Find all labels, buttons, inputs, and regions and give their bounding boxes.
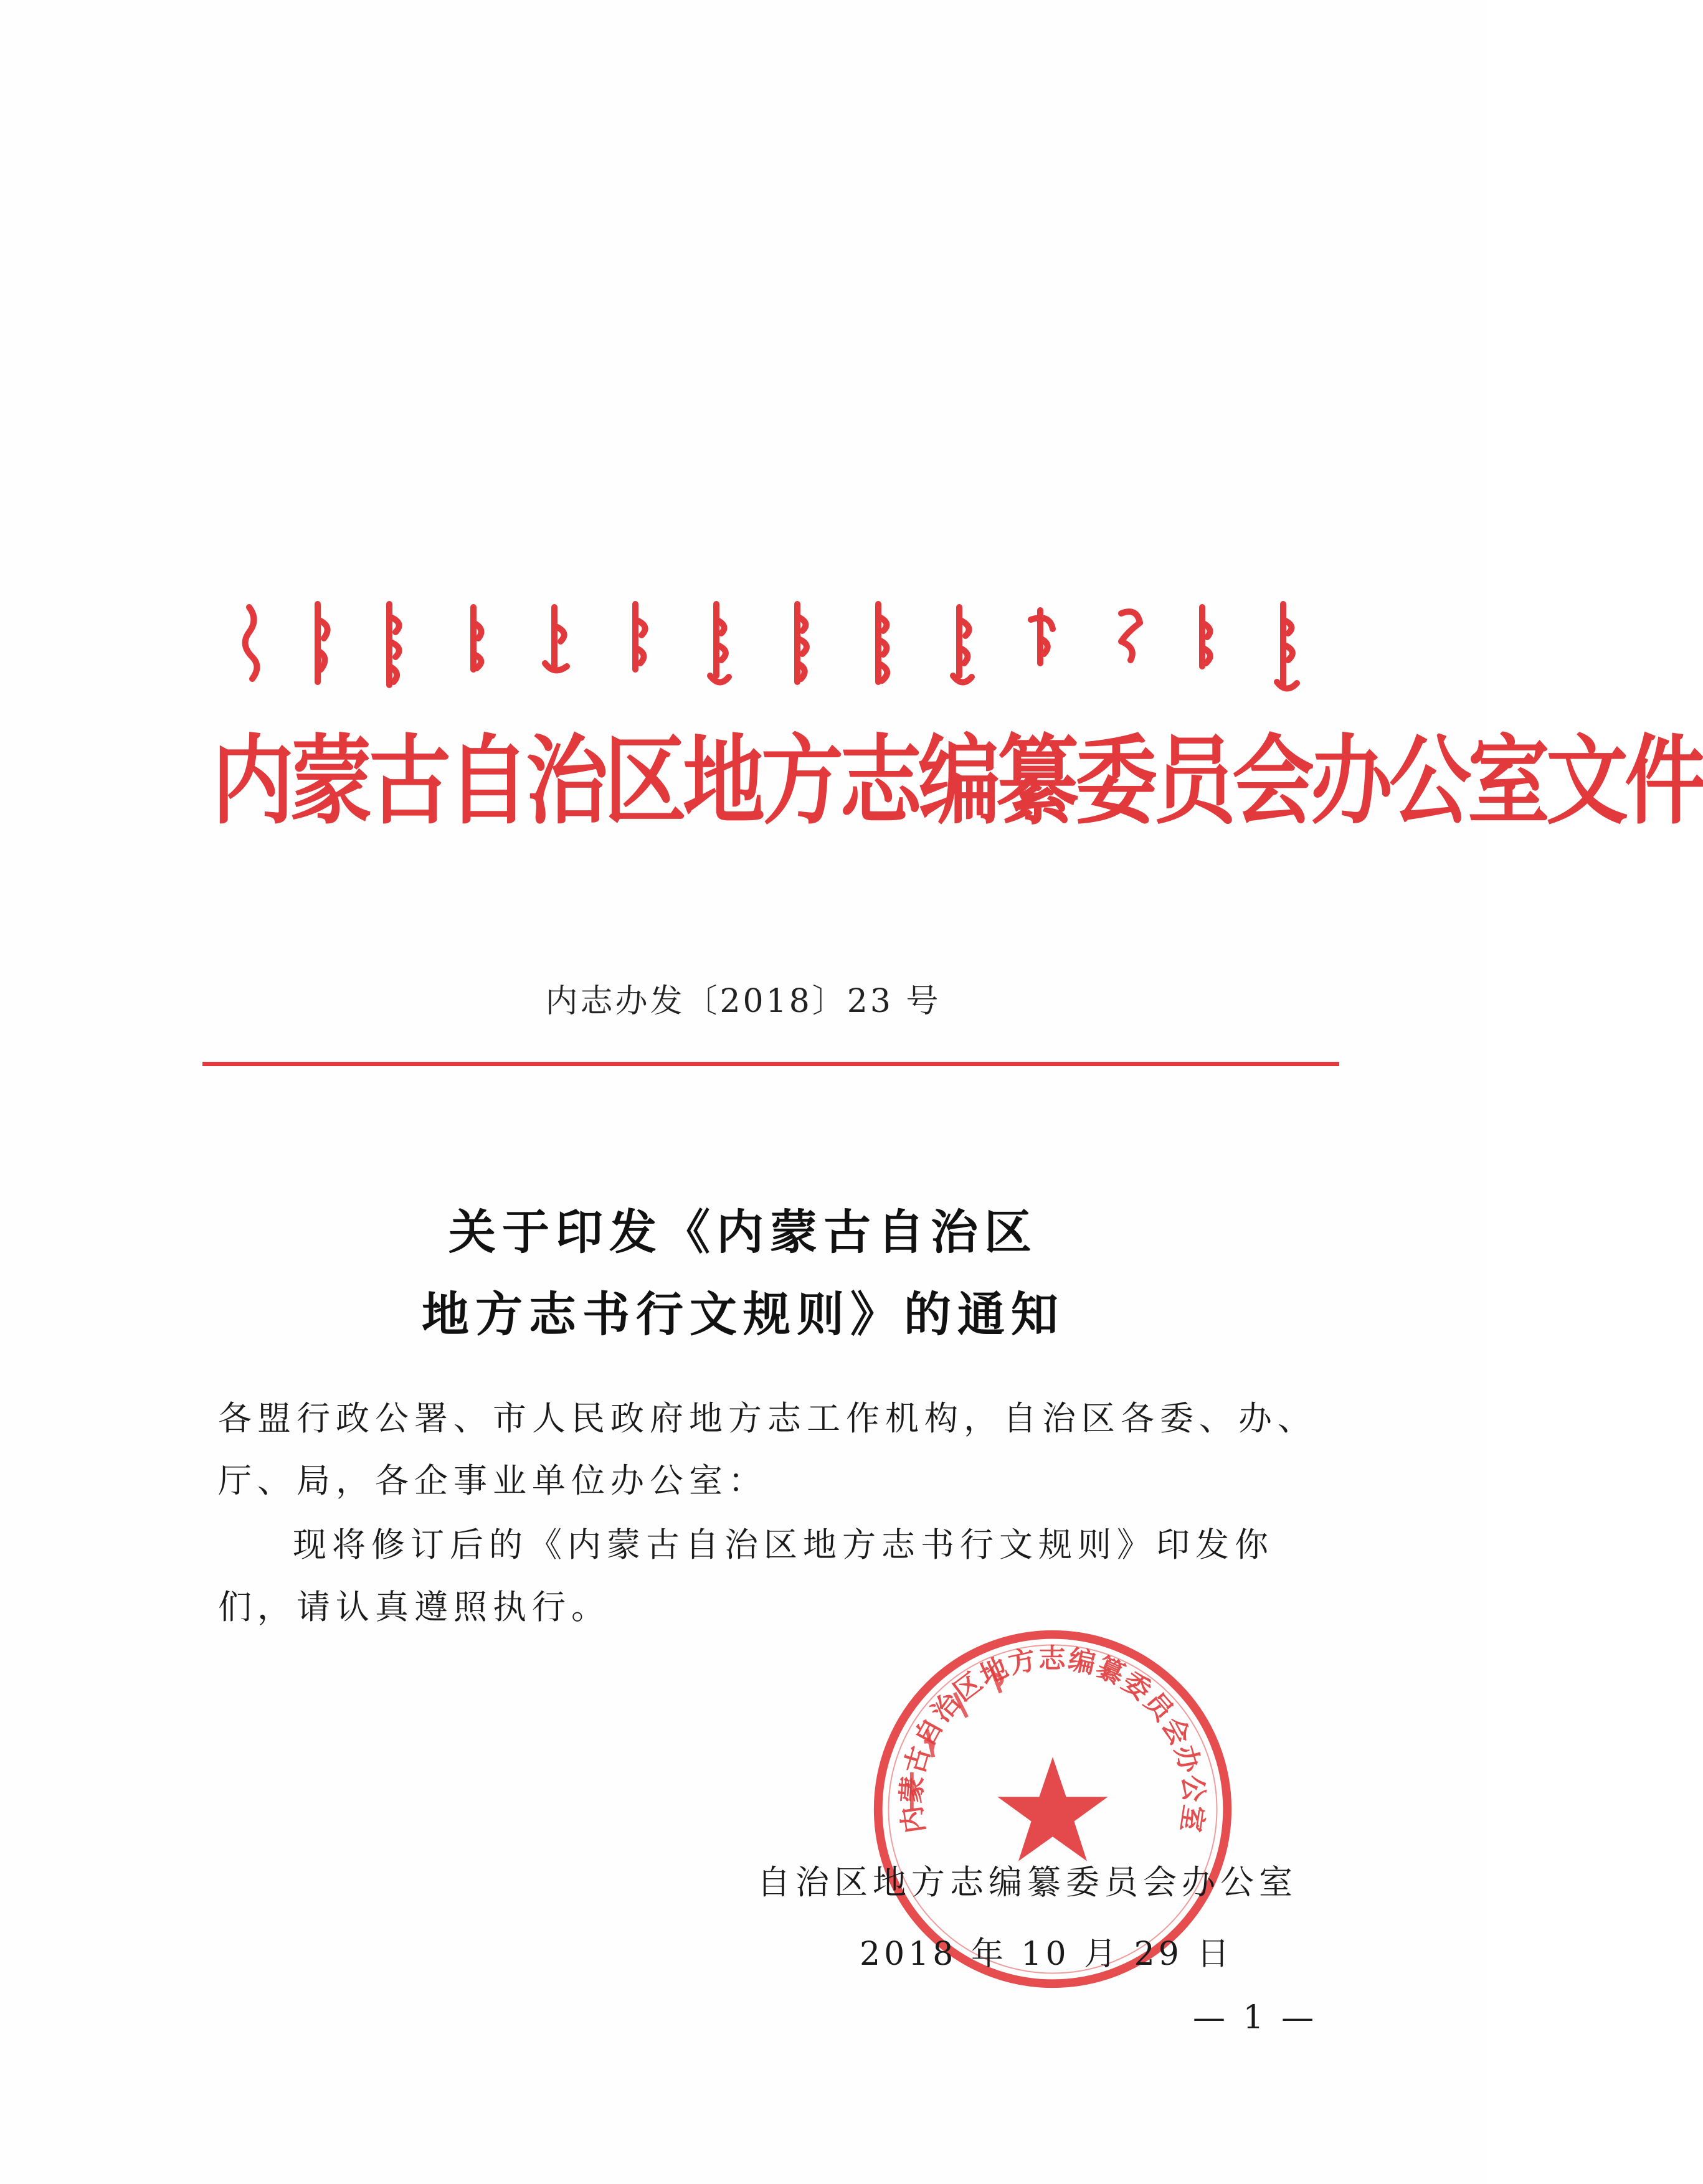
red-divider — [202, 1062, 1339, 1066]
body-line: 厅、局，各企事业单位办公室： — [218, 1461, 767, 1500]
star-icon — [998, 1757, 1108, 1861]
body-line: 现将修订后的《内蒙古自治区地方志书行文规则》印发你 — [293, 1525, 1274, 1564]
page-number: — 1 — — [1193, 1999, 1318, 2036]
notice-title-line1: 关于印发《内蒙古自治区 — [448, 1204, 1038, 1260]
body-line: 们，请认真遵照执行。 — [218, 1587, 610, 1627]
mongolian-script-header — [230, 595, 1327, 701]
body-line: 各盟行政公署、市人民政府地方志工作机构，自治区各委、办、 — [218, 1399, 1317, 1438]
signature-organization: 自治区地方志编纂委员会办公室 — [757, 1863, 1297, 1902]
signature-date: 2018 年 10 月 29 日 — [860, 1936, 1233, 1973]
agency-title: 内蒙古自治区地方志编纂委员会办公室文件 — [212, 725, 1703, 838]
notice-title-line2: 地方志书行文规则》的通知 — [422, 1287, 1065, 1342]
seal-text: 内蒙古自治区地方志编纂委员会办公室 — [896, 1643, 1210, 1835]
document-number: 内志办发〔2018〕23 号 — [545, 983, 941, 1020]
